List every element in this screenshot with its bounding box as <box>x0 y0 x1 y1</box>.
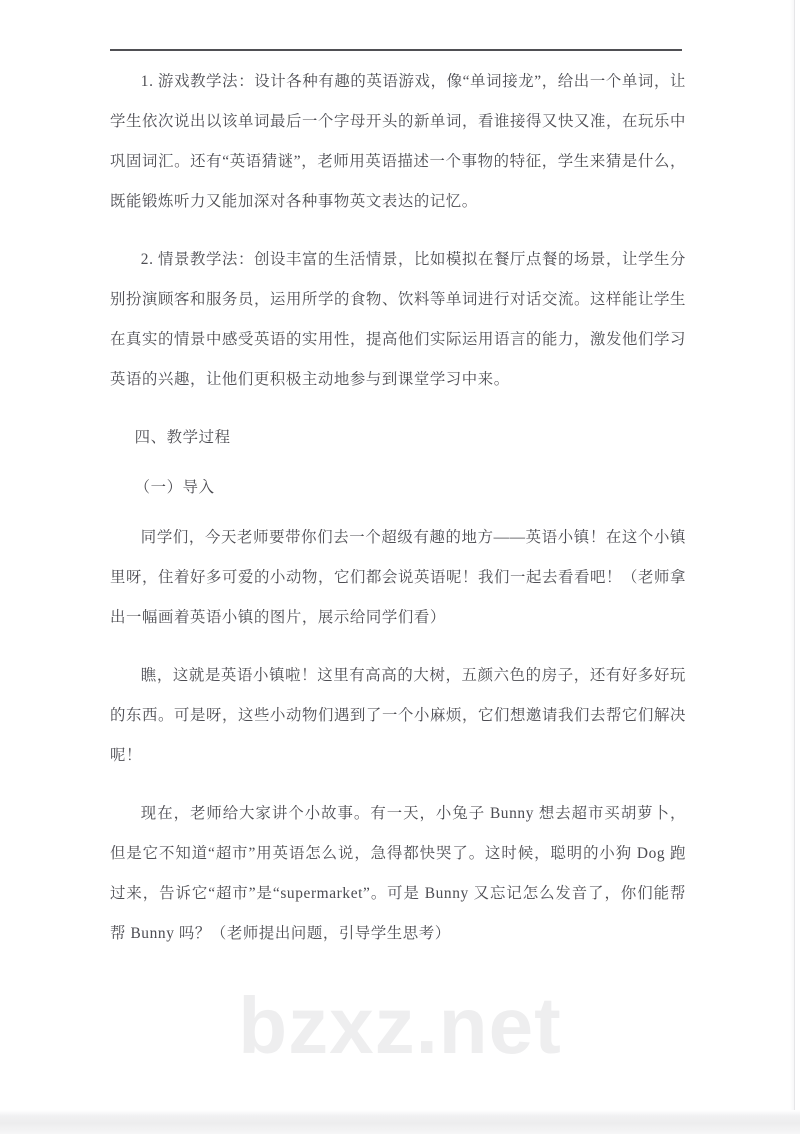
site-watermark: bzxz.net <box>238 981 562 1070</box>
paragraph-intro-greeting: 同学们，今天老师要带你们去一个超级有趣的地方——英语小镇！在这个小镇里呀，住着好多可爱的小动物，它们都会说英语呢！我们一起去看看吧！（老师拿出一幅画着英语小镇的图片，展示给同学们看） <box>110 529 686 626</box>
paragraph-method-game-teaching: 1. 游戏教学法：设计各种有趣的英语游戏，像“单词接龙”，给出一个单词，让学生依次说出以该单词最后一个字母开头的新单词，看谁接得又快又准，在玩乐中巩固词汇。还有“英语猜谜”，老师用英语描述一个事物的特征，学生来猜是什么，既能锻炼听力又能加深对各种事物英文表达的记忆。 <box>110 73 686 210</box>
paragraph-method-situational-teaching: 2. 情景教学法：创设丰富的生活情景，比如模拟在餐厅点餐的场景，让学生分别扮演顾客和服务员，运用所学的食物、饮料等单词进行对话交流。这样能让学生在真实的情景中感受英语的实用性，提高他们实际运用语言的能力，激发他们学习英语的兴趣，让他们更积极主动地参与到课堂学习中来。 <box>110 251 686 388</box>
page-edge-right-line <box>794 0 795 1134</box>
paragraph-intro-town-description: 瞧，这就是英语小镇啦！这里有高高的大树，五颜六色的房子，还有好多好玩的东西。可是呀，这些小动物们遇到了一个小麻烦，它们想邀请我们去帮它们解决呢！ <box>110 667 686 764</box>
document-body <box>110 62 686 970</box>
header-horizontal-rule <box>110 49 682 51</box>
paragraph-intro-bunny-story: 现在，老师给大家讲个小故事。有一天，小兔子 Bunny 想去超市买胡萝卜，但是它不知道“超市”用英语怎么说，急得都快哭了。这时候，聪明的小狗 Dog 跑过来，告诉它“超市”是“supermarket”。可是 Bunny 又忘记怎么发音了，你们能帮帮 Bunny 吗？（老师提出问题，引导学生思考） <box>110 805 686 942</box>
heading-section-four: 四、教学过程 <box>134 429 231 446</box>
page-edge-bottom-band <box>0 1110 800 1134</box>
heading-subsection-one: （一）导入 <box>134 479 215 496</box>
